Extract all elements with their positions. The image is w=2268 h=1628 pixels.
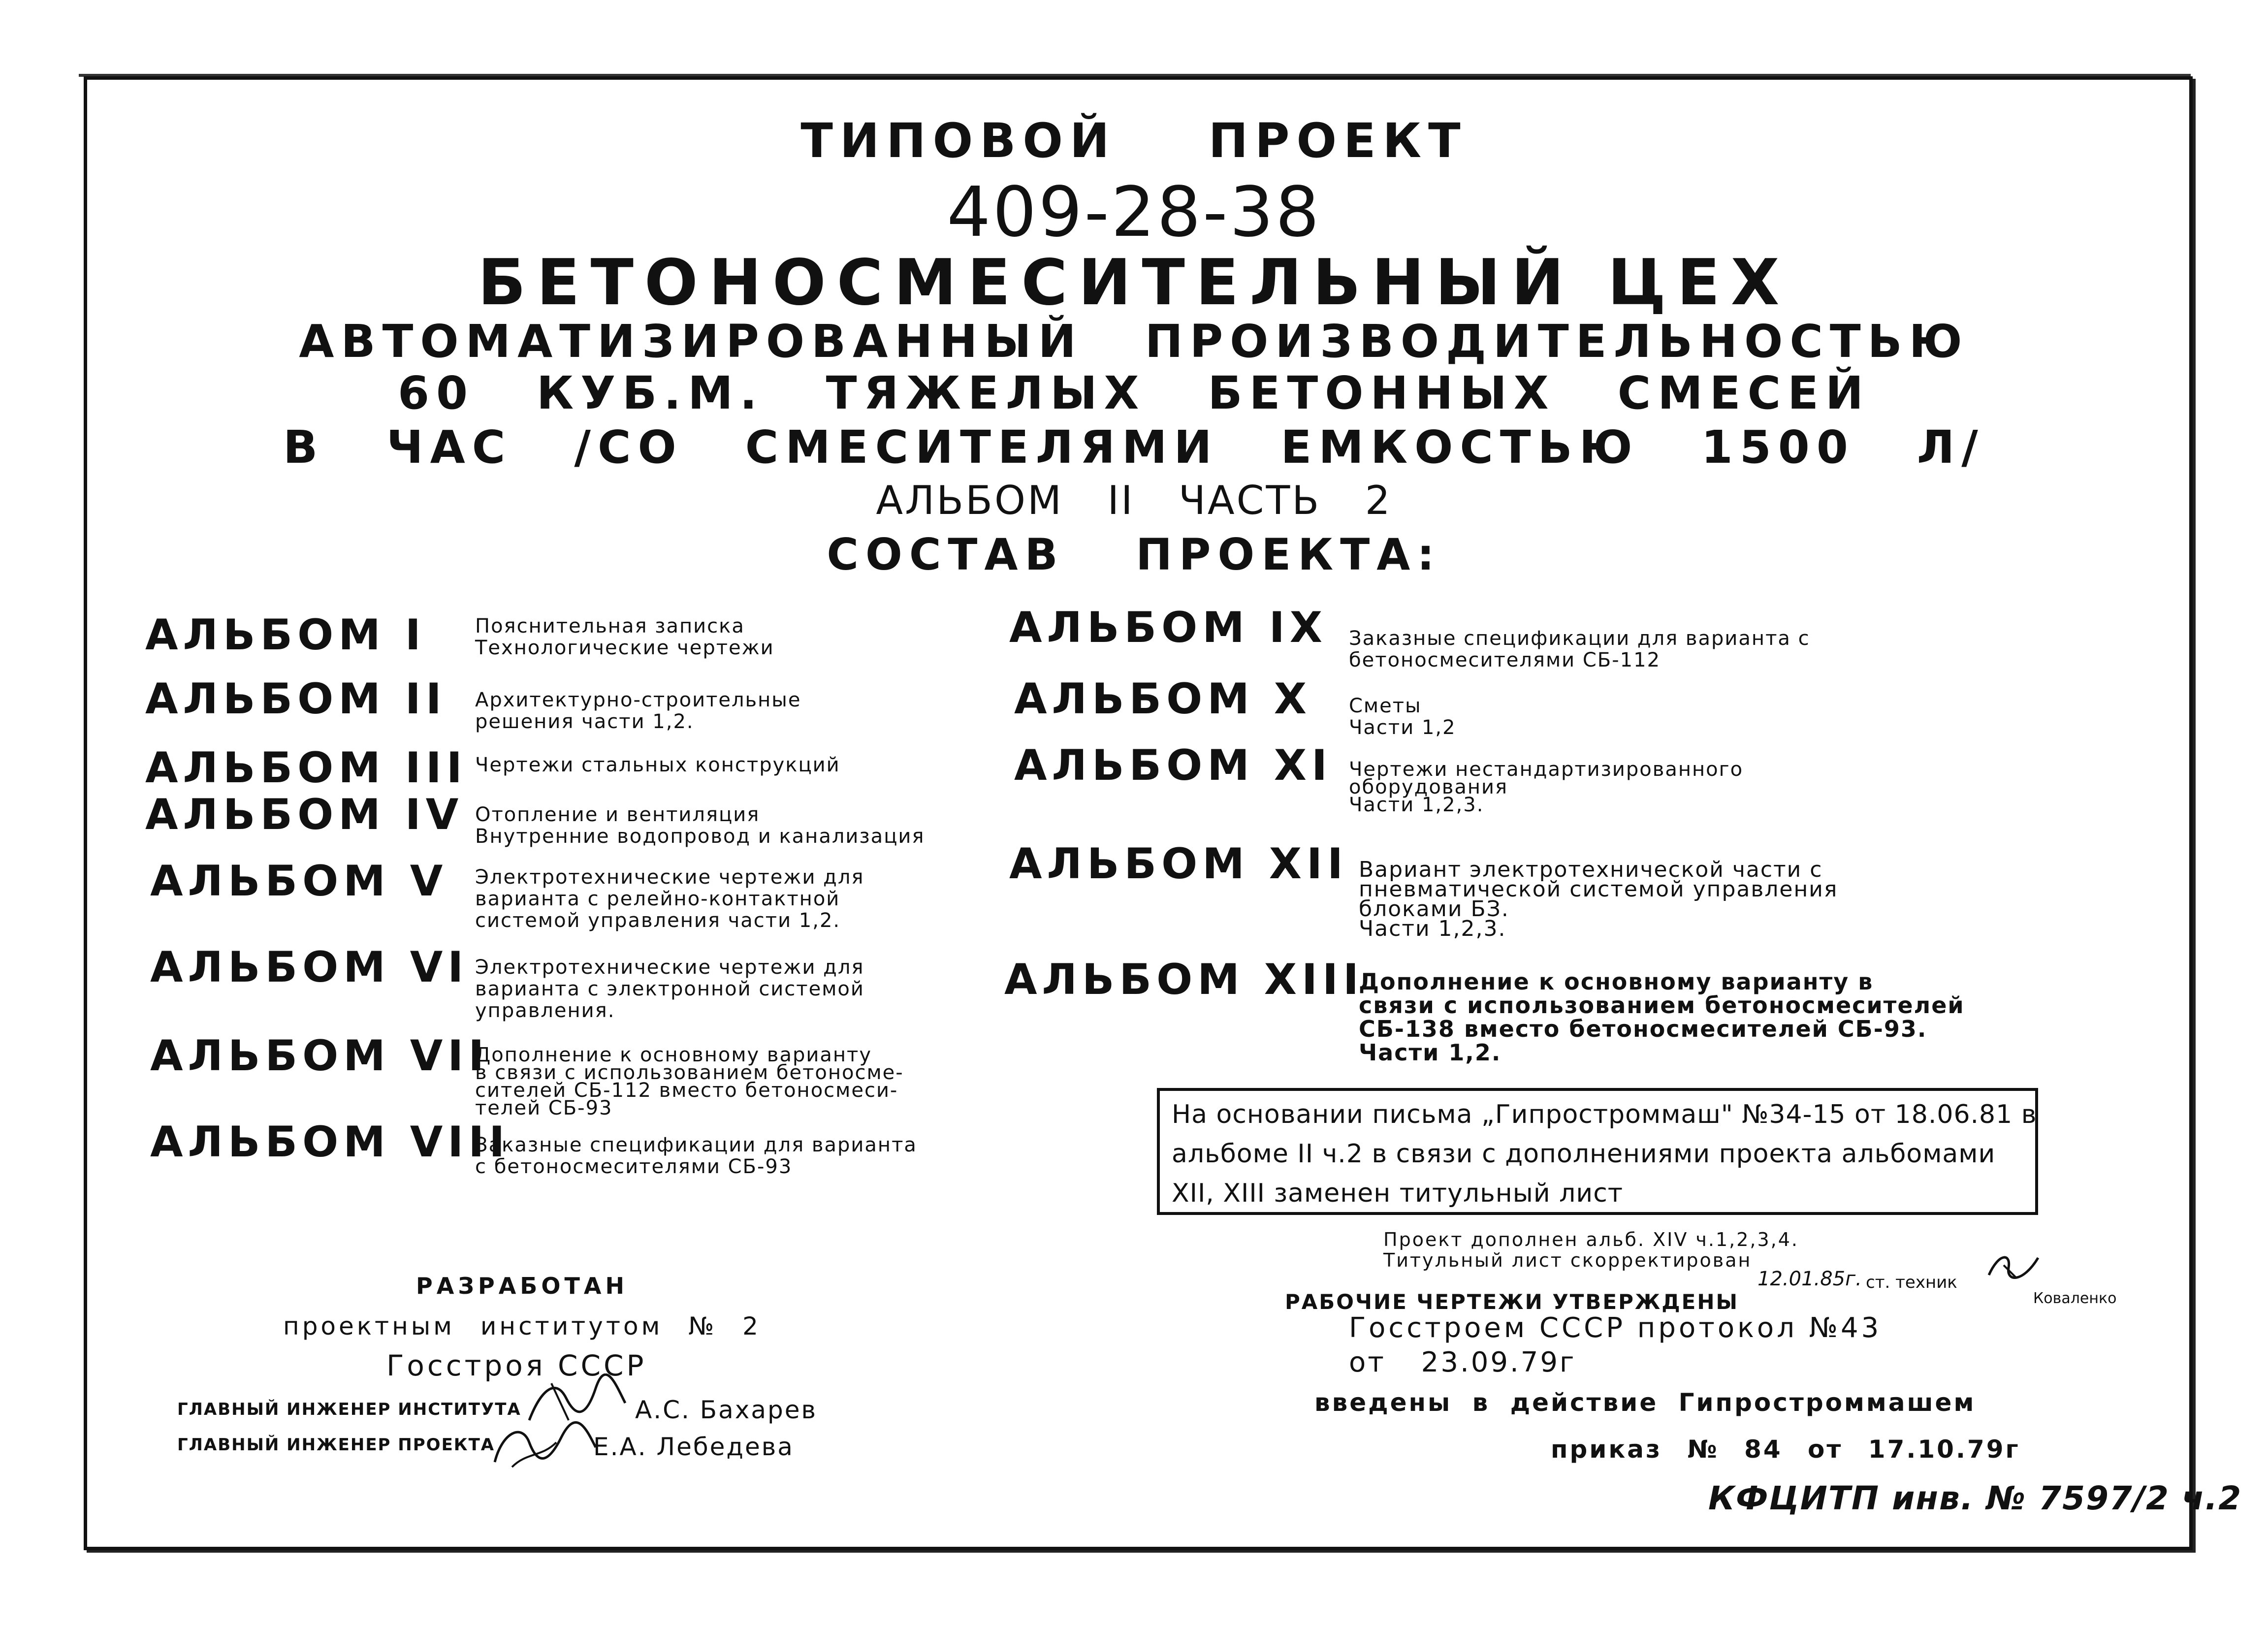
album-description: Сметы Части 1,2: [1349, 695, 1456, 739]
project-number: 409-28-38: [947, 172, 1321, 253]
album-name: АЛЬБОМ XII: [1009, 839, 1348, 889]
album-name: АЛЬБОМ VII: [150, 1031, 489, 1081]
album-name: АЛЬБОМ VI: [150, 943, 469, 992]
note-line: альбоме II ч.2 в связи с дополнениями проекта альбомами: [1172, 1139, 1996, 1169]
project-title: БЕТОНОСМЕСИТЕЛЬНЫЙ ЦЕХ: [478, 246, 1790, 319]
album-name: АЛЬБОМ VIII: [150, 1117, 510, 1167]
album-name: АЛЬБОМ II: [145, 674, 447, 724]
subtitle-line-1: АВТОМАТИЗИРОВАННЫЙ ПРОИЗВОДИТЕЛЬНОСТЬЮ: [299, 315, 1969, 368]
chief-project-name: Е.А. Лебедева: [593, 1433, 794, 1461]
technician-signature: [1984, 1248, 2043, 1287]
stamp-date: 12.01.85г.: [1757, 1268, 1862, 1290]
album-name: АЛЬБОМ I: [145, 610, 426, 660]
album-description: Архитектурно-строительные решения части 1,2.: [475, 689, 801, 733]
note-line: На основании письма „Гипростроммаш" №34-15 от 18.06.81 в: [1172, 1100, 2037, 1129]
stamp-line: Титульный лист скорректирован: [1383, 1249, 1752, 1271]
album-description: Чертежи стальных конструкций: [475, 754, 840, 776]
note-line: XII, XIII заменен титульный лист: [1172, 1179, 1624, 1208]
album-name: АЛЬБОМ V: [150, 857, 448, 906]
approval-order: приказ № 84 от 17.10.79г: [1551, 1435, 2020, 1464]
subtitle-line-2: 60 КУБ.М. ТЯЖЕЛЫХ БЕТОННЫХ СМЕСЕЙ: [397, 367, 1871, 419]
album-name: АЛЬБОМ XIII: [1004, 955, 1364, 1004]
developer-line: Госстроя СССР: [386, 1349, 647, 1382]
chief-institute-label: ГЛАВНЫЙ ИНЖЕНЕР ИНСТИТУТА: [177, 1400, 521, 1419]
album-description: Электротехнические чертежи для варианта с электронной системой управления.: [475, 956, 864, 1022]
approval-line: РАБОЧИЕ ЧЕРТЕЖИ УТВЕРЖДЕНЫ: [1285, 1290, 1739, 1314]
stamp-line: Проект дополнен альб. XIV ч.1,2,3,4.: [1383, 1229, 1799, 1250]
album-description: Дополнение к основному варианту в связи с использованием бетоносмесителей СБ-138 вместо бетоносмесителей СБ-93. Части 1,2.: [1359, 968, 1965, 1066]
album-description: Дополнение к основному варианту в связи с использованием бетоносме- сителей СБ-112 вместо бетоносмеси- телей СБ-93: [475, 1044, 904, 1119]
inventory-number: КФЦИТП инв. № 7597/2 ч.2: [1708, 1479, 2242, 1517]
album-description: Отопление и вентиляция Внутренние водопровод и канализация: [475, 803, 925, 848]
developer-heading: РАЗРАБОТАН: [416, 1273, 628, 1299]
doc-type: ТИПОВОЙ ПРОЕКТ: [800, 113, 1468, 168]
chief-institute-name: А.С. Бахарев: [635, 1396, 817, 1424]
album-name: АЛЬБОМ IV: [145, 790, 464, 839]
stamp-role: ст. техник: [1866, 1273, 1957, 1292]
album-description: Заказные спецификации для варианта с бетоносмесителями СБ-112: [1349, 627, 1810, 671]
stamp-name: Коваленко: [2033, 1290, 2117, 1307]
chief-project-signature: [487, 1413, 601, 1472]
album-description: Пояснительная записка Технологические чертежи: [475, 615, 774, 659]
developer-line: проектным институтом № 2: [283, 1312, 761, 1341]
approval-date: от 23.09.79г: [1349, 1346, 1576, 1378]
album-part: АЛЬБОМ II ЧАСТЬ 2: [876, 478, 1392, 523]
album-name: АЛЬБОМ X: [1014, 674, 1312, 724]
album-description: Заказные спецификации для варианта с бетоносмесителями СБ-93: [475, 1134, 917, 1178]
album-name: АЛЬБОМ XI: [1014, 741, 1333, 790]
album-description: Вариант электротехнической части с пневматической системой управления блоками БЗ. Части 1,2,3.: [1359, 857, 1838, 941]
album-description: Чертежи нестандартизированного оборудования Части 1,2,3.: [1349, 758, 1744, 816]
album-name: АЛЬБОМ IX: [1009, 603, 1328, 652]
approval-line: Госстроем СССР протокол №43: [1349, 1312, 1882, 1344]
chief-project-label: ГЛАВНЫЙ ИНЖЕНЕР ПРОЕКТА: [177, 1435, 495, 1455]
composition-heading: СОСТАВ ПРОЕКТА:: [827, 529, 1441, 580]
approval-line: введены в действие Гипростроммашем: [1314, 1388, 1976, 1417]
subtitle-line-3: В ЧАС /СО СМЕСИТЕЛЯМИ ЕМКОСТЬЮ 1500 Л/: [283, 421, 1985, 474]
album-name: АЛЬБОМ III: [145, 743, 467, 793]
revision-note: [1157, 1088, 2038, 1215]
album-description: Электротехнические чертежи для варианта с релейно-контактной системой управления части 1,2.: [475, 866, 864, 932]
